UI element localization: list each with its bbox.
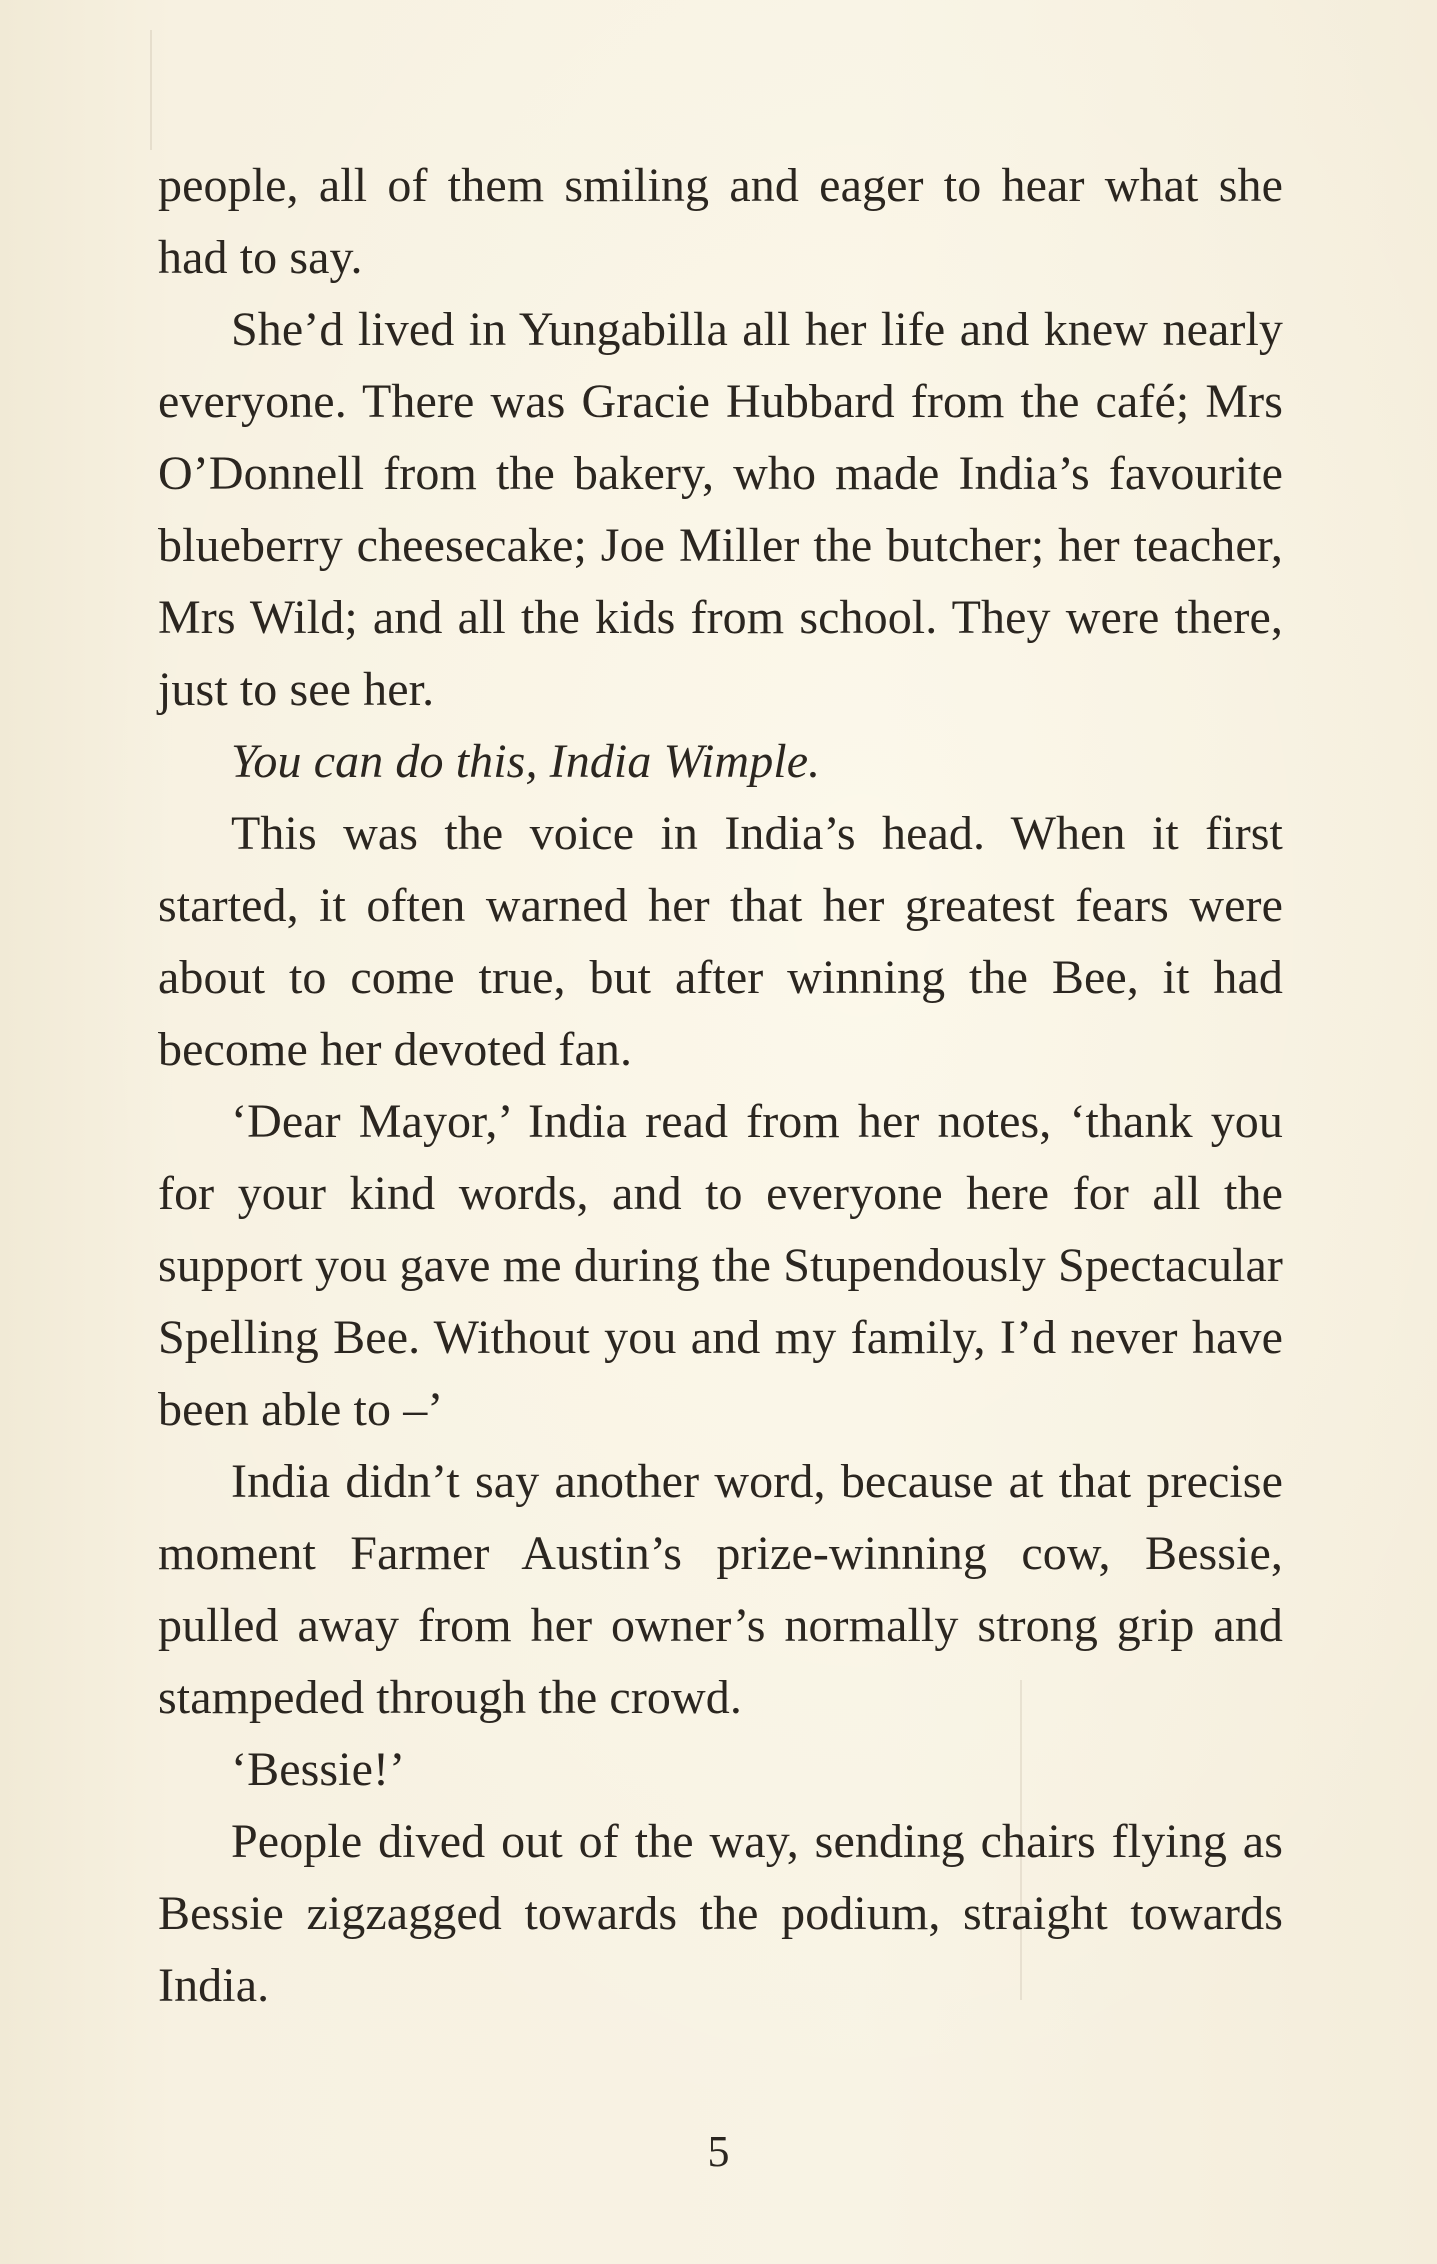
paragraph: People dived out of the way, sending chairs flying as Bessie zigzagged towards the podium, straight towards India. (158, 1815, 1283, 2012)
paragraph: This was the voice in India’s head. When it first started, it often warned her that her greatest fears were about to come true, but after winning the Bee, it had become her devoted fan. (158, 807, 1283, 1076)
body-text (158, 150, 1283, 2022)
paragraph: ‘Dear Mayor,’ India read from her notes, ‘thank you for your kind words, and to everyone here for all the support you gave me during the Stupendously Spectacular Spelling Bee. Without you and my family, I’d never have been able to –’ (158, 1095, 1283, 1436)
paragraph: She’d lived in Yungabilla all her life and knew nearly everyone. There was Gracie Hubbard from the café; Mrs O’Donnell from the bakery, who made India’s favourite blueberry cheesecake; Joe Miller the butcher; her teacher, Mrs Wild; and all the kids from school. They were there, just to see her. (158, 303, 1283, 716)
paragraph-italic-thought: You can do this, India Wimple. (231, 735, 821, 788)
paragraph: ‘Bessie!’ (231, 1743, 406, 1796)
paragraph: India didn’t say another word, because at that precise moment Farmer Austin’s prize-winning cow, Bessie, pulled away from her owner’s normally strong grip and stampeded through the crowd. (158, 1455, 1283, 1724)
paragraph: people, all of them smiling and eager to hear what she had to say. (158, 159, 1283, 284)
page-number: 5 (707, 2127, 730, 2176)
paper-crease (150, 30, 152, 150)
